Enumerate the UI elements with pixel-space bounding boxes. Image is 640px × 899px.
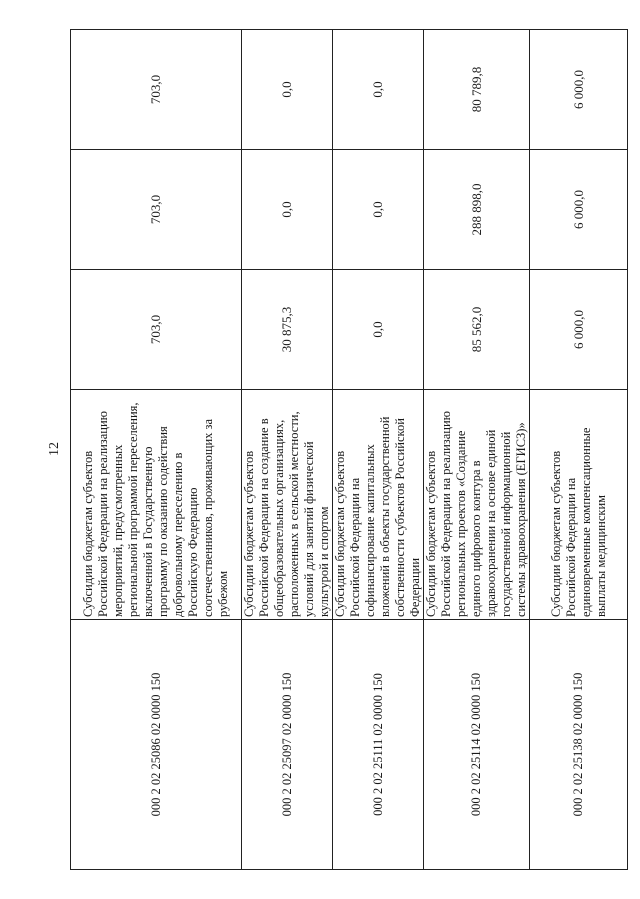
- budget-code: 000 2 02 25097 02 0000 150: [242, 620, 333, 870]
- table-row: [333, 30, 424, 870]
- budget-code: 000 2 02 25086 02 0000 150: [71, 620, 242, 870]
- amount-year-3: 6 000,0: [530, 30, 628, 150]
- amount-year-3: 703,0: [71, 30, 242, 150]
- amount-year-2: 0,0: [242, 150, 333, 270]
- amount-year-3: 80 789,8: [424, 30, 530, 150]
- budget-table: [70, 29, 628, 870]
- budget-table-container: [70, 30, 610, 870]
- amount-year-1: 85 562,0: [424, 270, 530, 390]
- item-description: Субсидии бюджетам субъектов Российской Федерации на реализацию мероприятий, предусмотренных региональной программой переселения, включенной в Государственную программу по оказанию содействия добровольному переселению в Российскую Федерацию соотечественников, проживающих за рубежом: [71, 390, 242, 620]
- amount-year-1: 0,0: [333, 270, 424, 390]
- amount-year-2: 0,0: [333, 150, 424, 270]
- amount-year-1: 703,0: [71, 270, 242, 390]
- table-row: [242, 30, 333, 870]
- amount-year-2: 288 898,0: [424, 150, 530, 270]
- budget-code: 000 2 02 25111 02 0000 150: [333, 620, 424, 870]
- budget-code: 000 2 02 25138 02 0000 150: [530, 620, 628, 870]
- item-description: Субсидии бюджетам субъектов Российской Федерации на единовременные компенсационные выплаты медицинским: [530, 390, 628, 620]
- item-description: Субсидии бюджетам субъектов Российской Федерации на создание в общеобразовательных организациях, расположенных в сельской местности, условий для занятий физической культурой и спортом: [242, 390, 333, 620]
- page-number: 12: [47, 442, 62, 456]
- budget-code: 000 2 02 25114 02 0000 150: [424, 620, 530, 870]
- item-description: Субсидии бюджетам субъектов Российской Федерации на софинансирование капитальных вложений в объекты государственной собственности субъектов Российской Федерации: [333, 390, 424, 620]
- table-row: [530, 30, 628, 870]
- amount-year-3: 0,0: [333, 30, 424, 150]
- table-row: [424, 30, 530, 870]
- item-description: Субсидии бюджетам субъектов Российской Федерации на реализацию региональных проектов «Создание единого цифрового контура в здравоохранении на основе единой государственной информационной системы здравоохранения (ЕГИСЗ)»: [424, 390, 530, 620]
- amount-year-3: 0,0: [242, 30, 333, 150]
- amount-year-2: 703,0: [71, 150, 242, 270]
- amount-year-1: 6 000,0: [530, 270, 628, 390]
- amount-year-2: 6 000,0: [530, 150, 628, 270]
- amount-year-1: 30 875,3: [242, 270, 333, 390]
- table-row: [71, 30, 242, 870]
